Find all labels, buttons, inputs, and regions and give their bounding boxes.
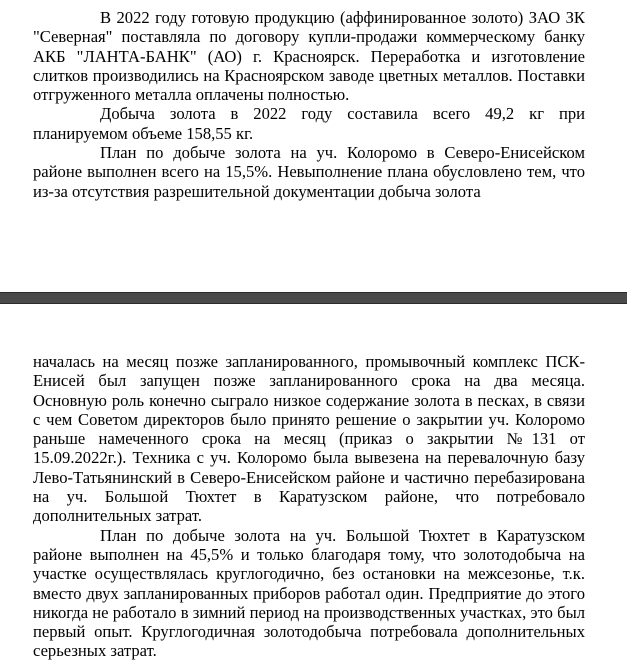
page-bottom-text bbox=[33, 352, 585, 661]
paragraph-gold-production: Добыча золота в 2022 году составила всего 49,2 кг при планируемом объеме 158,55 кг. bbox=[33, 104, 585, 143]
paragraph-tyukhtet-plan: План по добыче золота на уч. Большой Тюхтет в Каратузском районе выполнен на 45,5% и только благодаря тому, что золотодобыча на участке осуществлялась круглогодично, без остановки на межсезонье, т.к. вместо двух запланированных приборов работал один. Предприятие до этого никогда не работало в зимний период на производственных участках, это был первый опыт. Круглогодичная золотодобыча потребовала дополнительных серьезных затрат. bbox=[33, 525, 585, 661]
page-top-text bbox=[33, 8, 585, 201]
document-page-bottom bbox=[0, 304, 627, 667]
page-separator bbox=[0, 292, 627, 304]
paragraph-koloromo-plan: План по добыче золота на уч. Колоромо в Северо-Енисейском районе выполнен всего на 15,5%. Невыполнение плана обусловлено тем, что из-за отсутствия разрешительной документации добыча золота bbox=[33, 143, 585, 201]
paragraph-gold-supply: В 2022 году готовую продукцию (аффинированное золото) ЗАО ЗК "Северная" поставляла по договору купли-продажи коммерческому банку АКБ "ЛАНТА-БАНК" (АО) г. Красноярск. Переработка и изготовление слитков производились на Красноярском заводе цветных металлов. Поставки отгруженного металла оплачены полностью. bbox=[33, 8, 585, 105]
paragraph-koloromo-continued: началась на месяц позже запланированного, промывочный комплекс ПСК-Енисей был запущен позже запланированного срока на два месяца. Основную роль конечно сыграло низкое содержание золота в песках, в связи с чем Советом директоров было принято решение о закрытии уч. Колоромо раньше намеченного срока на месяц (приказ о закрытии №131 от 15.09.2022г.). Техника с уч. Колоромо была вывезена на перевалочную базу Лево-Татьянинский в Северо-Енисейском районе и частично перебазирована на уч. Большой Тюхтет в Каратузском районе, что потребовало дополнительных затрат. bbox=[33, 352, 585, 526]
document-page-top bbox=[0, 0, 627, 292]
